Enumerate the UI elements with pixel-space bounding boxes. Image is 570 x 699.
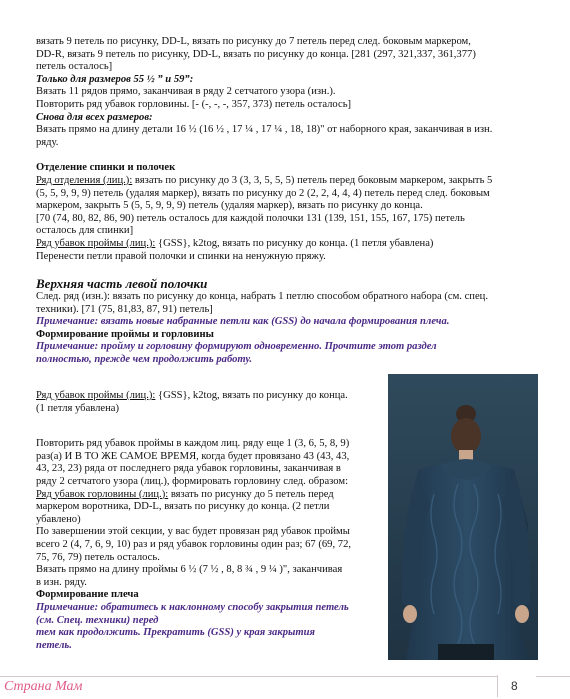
note: тем как продолжить. Прекратить (GSS) у края закрытия xyxy=(36,627,315,639)
note: Примечание: обратитесь к наклонному способу закрытия петель xyxy=(36,601,349,613)
note: Примечание: вязать новые набранные петли как (GSS) до начала формирования плеча. xyxy=(36,316,450,328)
all-sizes-heading: Снова для всех размеров: xyxy=(36,111,153,123)
pattern-line: в изн. ряду. xyxy=(36,576,87,588)
pattern-line: убавлено) xyxy=(36,513,81,525)
row-label: Ряд отделения (лиц.): xyxy=(36,174,133,186)
row-text: {GSS}, k2tog, вязать по рисунку до конца. xyxy=(155,390,348,401)
site-watermark: Страна Мам xyxy=(4,679,83,694)
armhole-row xyxy=(36,238,536,251)
pattern-line: маркером воротника, DD-L, вязать по рисунку до конца. (2 петли xyxy=(36,501,330,513)
pattern-line: петель осталось] xyxy=(36,61,113,73)
row-label: Ряд убавок горловины (лиц.): xyxy=(36,488,169,500)
note: (см. Спец. техники) перед xyxy=(36,614,159,626)
stitch-count: [70 (74, 80, 82, 86, 90) петель осталось для каждой полочки 131 (139, 151, 155, 167, 175) петель xyxy=(36,212,465,224)
sizes-55-heading: Только для размеров 55 ½ ” и 59”: xyxy=(36,73,194,85)
pattern-line: Повторить ряд убавок горловины. [- (-, -, -, 357, 373) петель осталось] xyxy=(36,98,352,110)
note: Примечание: пройму и горловину формируют одновременно. Прочтите этот раздел xyxy=(36,341,437,353)
pattern-line: ряду 2 сетчатого узора (лиц.), формировать горловину след. образом: xyxy=(36,475,349,487)
pattern-line: (1 петля убавлена) xyxy=(36,402,120,414)
text-column-left xyxy=(36,390,386,652)
pattern-line: техники). [71 (75, 81,83, 87, 91) петель] xyxy=(36,303,213,315)
row-label: Ряд убавок проймы (лиц.): xyxy=(36,390,156,401)
note: полностью, прежде чем продолжить работу. xyxy=(36,354,253,366)
shoulder-heading: Формирование плеча xyxy=(36,589,139,601)
pattern-line: DD-R, вязать 9 петель по рисунку, DD-L, вязать по рисунку до конца. [281 (297, 321,337, 361,377) xyxy=(36,48,476,60)
neck-row xyxy=(36,489,386,502)
pattern-line: Повторить ряд убавок проймы в каждом лиц. ряду еще 1 (3, 6, 5, 8, 9) xyxy=(36,438,350,450)
pattern-line: вязать 9 петель по рисунку, DD-L, вязать по рисунку до 7 петель перед след. боковым маркером, xyxy=(36,36,471,47)
pattern-line: 75, 76, 79) петель осталось. xyxy=(36,551,160,563)
pattern-line: Вязать прямо на длину проймы 6 ½ (7 ½ , 8, 8 ¾ , 9 ¼ )", заканчивая xyxy=(36,564,343,576)
separation-heading: Отделение спинки и полочек xyxy=(36,162,176,174)
pattern-line: По завершении этой секции, у вас будет провязан ряд убавок проймы xyxy=(36,526,350,538)
pattern-line: раз(а) И В ТО ЖЕ САМОЕ ВРЕМЯ, когда будет провязано 43 (43, 43, xyxy=(36,450,350,462)
separation-row xyxy=(36,175,536,188)
pattern-line: Вязать прямо на длину детали 16 ½ (16 ½ , 17 ¼ , 17 ¼ , 18, 18)" от наборного края, заканчивая в изн. xyxy=(36,124,493,136)
row-text: вязать по рисунку до 5 петель перед xyxy=(168,488,334,500)
pattern-line: 43, 23, 23) ряда от последнего ряда убавок горловины, заканчивая в xyxy=(36,463,341,475)
pattern-line: всего 2 (4, 7, 6, 9, 10) раз и ряд убавок горловины один раз; 67 (69, 72, xyxy=(36,538,352,550)
cardigan-photo xyxy=(388,374,538,660)
section-title: Верхняя часть левой полочки xyxy=(36,276,208,292)
footer-divider xyxy=(0,676,570,677)
text-column-top xyxy=(36,36,536,367)
row-label: Ряд убавок проймы (лиц.): xyxy=(36,237,156,249)
pattern-line: Вязать 11 рядов прямо, заканчивая в ряду 2 сетчатого узора (изн.). xyxy=(36,86,336,98)
pattern-line: ряду. xyxy=(36,136,59,148)
pattern-line: маркером, закрыть 5 (5, 5, 9, 9, 9) петель (удаляя маркер), вязать по рисунку до конца. xyxy=(36,200,423,212)
pattern-line: (5, 5, 9, 9, 9) петель (удаляя маркер), вязать по рисунку до 2 (2, 2, 4, 4, 4) петель перед след. боковым xyxy=(36,187,490,199)
pattern-line: Перенести петли правой полочки и спинки на ненужную пряжу. xyxy=(36,250,326,262)
stitch-count: осталось для спинки] xyxy=(36,225,134,237)
armhole-row xyxy=(36,390,386,403)
shaping-heading: Формирование проймы и горловины xyxy=(36,328,214,340)
row-text: {GSS}, k2tog, вязать по рисунку до конца. (1 петля убавлена) xyxy=(155,237,434,249)
page-number: 8 xyxy=(511,679,518,693)
pattern-line: След. ряд (изн.): вязать по рисунку до конца, набрать 1 петлю способом обратного набора (см. спец. xyxy=(36,291,488,303)
note: петель. xyxy=(36,639,72,651)
row-text: вязать по рисунку до 3 (3, 3, 5, 5, 5) петель перед боковым маркером, закрыть 5 xyxy=(132,174,493,186)
model-illustration xyxy=(388,374,538,660)
